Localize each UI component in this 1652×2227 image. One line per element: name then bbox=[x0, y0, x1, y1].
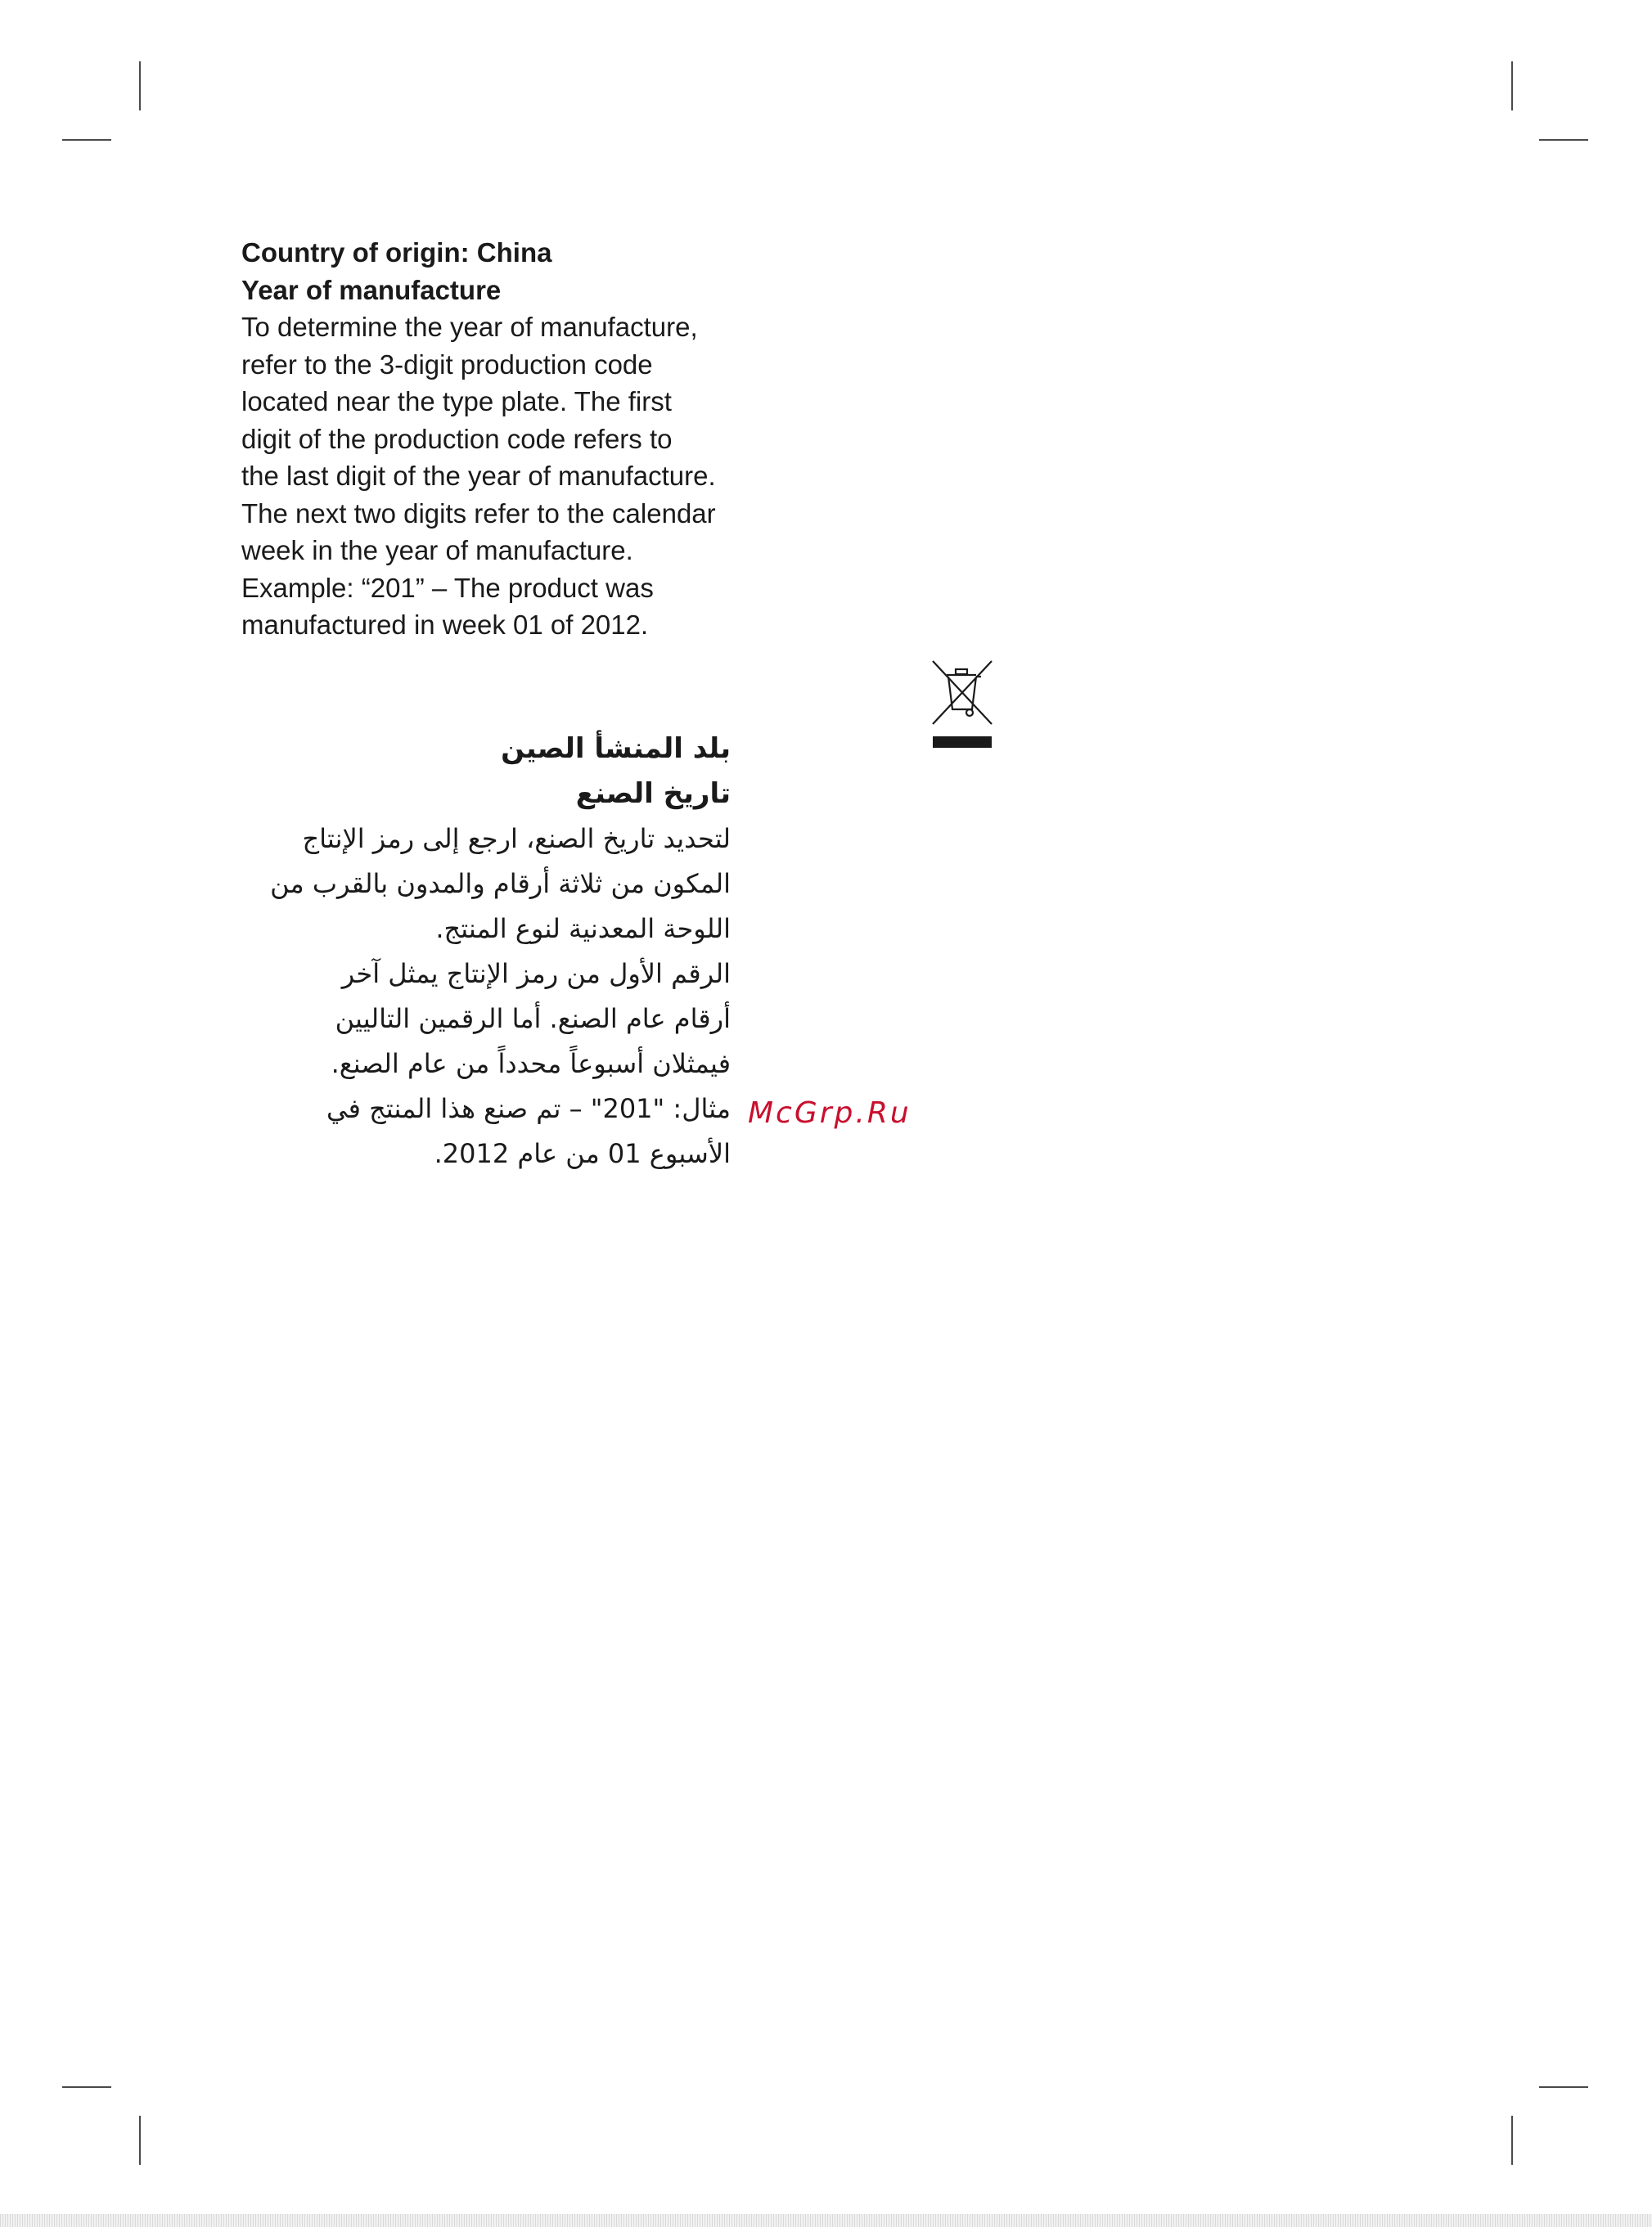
arabic-year-of-manufacture-heading: تاريخ الصنع bbox=[575, 777, 731, 810]
year-of-manufacture-text: To determine the year of manufacture, refer to the 3-digit production code located near the type plate. The first digit of the production code refers to the last digit of the year of manufacture. The next two digits refer to the calendar week in the year of manufacture. Example: “201” – The product was manufactured in week 01 of 2012. bbox=[241, 312, 716, 640]
country-of-origin-heading: Country of origin: China bbox=[241, 237, 552, 268]
crop-mark-bottom-right-horizontal bbox=[1539, 2086, 1588, 2088]
year-of-manufacture-heading: Year of manufacture bbox=[241, 274, 502, 305]
arabic-country-of-origin-heading: بلد المنشأ الصين bbox=[501, 732, 731, 765]
crop-mark-bottom-left-vertical bbox=[139, 2116, 141, 2165]
crop-mark-top-right-vertical bbox=[1511, 61, 1513, 110]
crop-mark-bottom-left-horizontal bbox=[62, 2086, 111, 2088]
watermark: McGrp.Ru bbox=[748, 1096, 912, 1130]
arabic-section bbox=[213, 727, 731, 1176]
bottom-edge-strip bbox=[0, 2214, 1652, 2227]
crossed-out-wheelie-bin-icon bbox=[930, 659, 994, 750]
crop-mark-top-left-horizontal bbox=[62, 139, 111, 141]
crop-mark-top-right-horizontal bbox=[1539, 139, 1588, 141]
arabic-year-of-manufacture-text: لتحديد تاريخ الصنع، ارجع إلى رمز الإنتاج المكون من ثلاثة أرقام والمدون بالقرب من اللوحة المعدنية لنوع المنتج. الرقم الأول من رمز الإنتاج يمثل آخر أرقام عام الصنع. أما الرقمين التاليين فيمثلان أسبوعاً محدداً من عام الصنع. مثال: "201" – تم صنع هذا المنتج في الأسبوع 01 من عام 2012. bbox=[270, 823, 731, 1169]
crop-mark-bottom-right-vertical bbox=[1511, 2116, 1513, 2165]
english-section bbox=[241, 234, 749, 644]
crop-mark-top-left-vertical bbox=[139, 61, 141, 110]
